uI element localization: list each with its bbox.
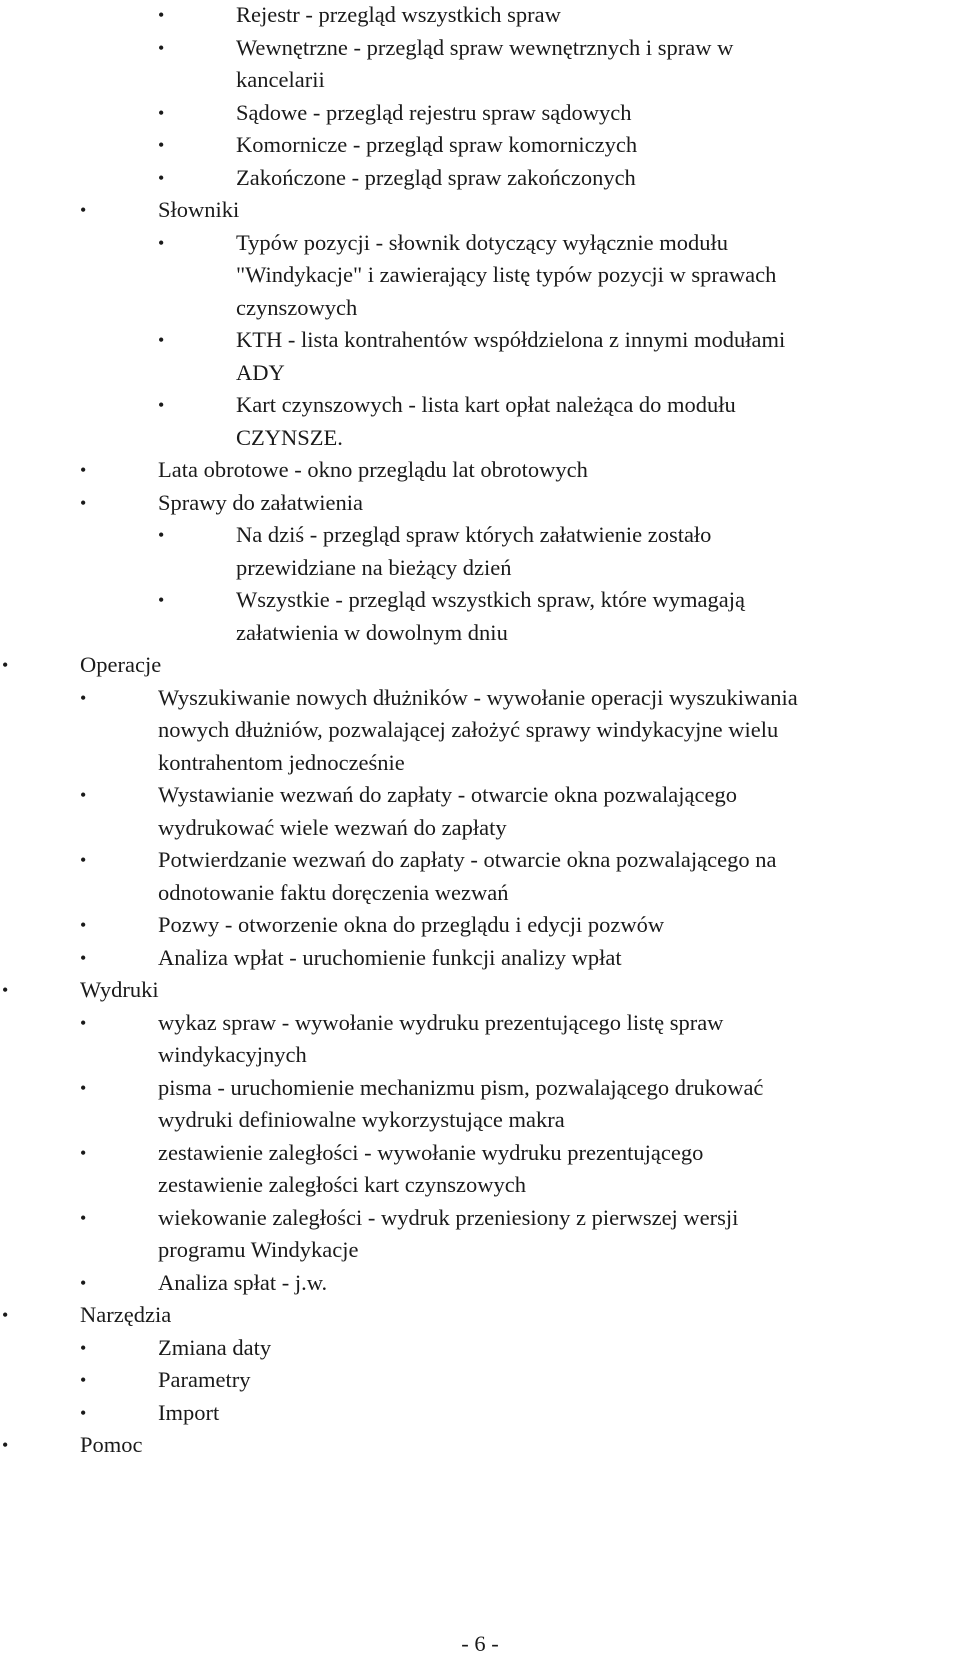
bullet-marker: • [158,167,165,188]
list-item-line: KTH - lista kontrahentów współdzielona z innymi modułami [236,327,786,352]
bullet-marker: • [158,232,165,253]
list-item-line: wiekowanie zaległości - wydruk przeniesiony z pierwszej wersji [158,1204,739,1230]
list-item-line: Pomoc [80,1432,143,1457]
bullet-marker: • [80,687,87,708]
list-item-line: Wystawianie wezwań do zapłaty - otwarcie okna pozwalającego [158,782,738,807]
bullet-marker: • [158,37,165,58]
bullet-marker: • [158,5,165,25]
list-item-line: Narzędzia [80,1302,172,1327]
list-item-line: Sądowe - przegląd rejestru spraw sądowych [236,99,632,125]
bullet-marker: • [80,1370,87,1390]
list-item-line: Komornicze - przegląd spraw komorniczych [236,132,638,157]
bullet-marker: • [158,395,165,415]
list-item-line: Słowniki [158,197,240,222]
bullet-marker: • [80,200,87,220]
bullet-marker: • [80,460,87,480]
list-item-line: czynszowych [236,294,358,320]
bullet-marker: • [80,1012,87,1033]
list-item-line: Analiza wpłat - uruchomienie funkcji analizy wpłat [158,944,622,970]
bullet-marker: • [2,1305,9,1325]
list-item-line: przewidziane na bieżący dzień [236,554,512,580]
list-item-line: Wewnętrzne - przegląd spraw wewnętrznych i spraw w [236,34,734,60]
bullet-marker: • [80,947,87,968]
list-item-line: załatwienia w dowolnym dniu [236,619,508,645]
list-item-line: wydrukować wiele wezwań do zapłaty [158,814,507,840]
list-item-line: Operacje [80,652,162,677]
list-item-line: zestawienie zaległości kart czynszowych [158,1172,526,1197]
list-item-line: Wydruki [80,977,159,1002]
bullet-marker: • [80,1142,87,1163]
bullet-marker: • [158,590,165,610]
bullet-marker: • [80,915,87,935]
list-item-line: Wszystkie - przegląd wszystkich spraw, które wymagają [236,587,745,612]
bullet-marker: • [80,492,87,513]
bullet-marker: • [2,980,9,1000]
list-item-line: Potwierdzanie wezwań do zapłaty - otwarcie okna pozwalającego na [158,847,777,872]
list-item-line: Analiza spłat - j.w. [158,1269,328,1295]
bullet-marker: • [80,1272,87,1293]
list-item-line: kontrahentom jednocześnie [158,749,405,775]
list-item-line: wydruki definiowalne wykorzystujące makra [158,1107,565,1132]
list-item-line: odnotowanie faktu doręczenia wezwań [158,879,509,905]
bullet-marker: • [80,1337,87,1358]
list-item-line: ADY [236,359,285,385]
bullet-marker: • [158,330,165,350]
bullet-marker: • [158,525,165,545]
bullet-marker: • [80,1207,87,1228]
list-item-line: CZYNSZE. [236,424,343,450]
list-item-line: Lata obrotowe - okno przeglądu lat obrotowych [158,457,588,482]
bullet-marker: • [158,135,165,155]
list-item-line: nowych dłużniów, pozwalającej założyć sprawy windykacyjne wielu [158,717,779,742]
list-item-line: Wyszukiwanie nowych dłużników - wywołanie operacji wyszukiwania [158,684,798,710]
list-item-line: Kart czynszowych - lista kart opłat należąca do modułu [236,392,736,417]
list-item-line: Rejestr - przegląd wszystkich spraw [236,2,561,27]
list-item-line: wykaz spraw - wywołanie wydruku prezentującego listę spraw [158,1009,724,1035]
list-item-line: kancelarii [236,67,325,92]
bullet-marker: • [80,785,87,805]
list-item-line: programu Windykacje [158,1237,359,1262]
list-item-line: zestawienie zaległości - wywołanie wydruku prezentującego [158,1139,704,1165]
bullet-marker: • [158,102,165,123]
list-item-line: Sprawy do załatwienia [158,489,363,515]
page-number: - 6 - [461,1631,499,1656]
list-item-line: Zmiana daty [158,1334,272,1360]
list-item-line: Na dziś - przegląd spraw których załatwienie zostało [236,522,712,547]
bullet-marker: • [80,850,87,870]
list-item-line: Import [158,1399,220,1425]
list-item-line: windykacyjnych [158,1042,307,1067]
bullet-marker: • [80,1077,87,1098]
list-item-line: Zakończone - przegląd spraw zakończonych [236,164,636,190]
list-item-line: Pozwy - otworzenie okna do przeglądu i edycji pozwów [158,912,665,937]
list-item-line: pisma - uruchomienie mechanizmu pism, pozwalającego drukować [158,1074,764,1100]
list-item-line: Typów pozycji - słownik dotyczący wyłącznie modułu [236,229,729,255]
bullet-marker: • [2,655,9,675]
bullet-marker: • [80,1402,87,1423]
list-item-line: "Windykacje" i zawierający listę typów pozycji w sprawach [236,262,777,287]
list-item-line: Parametry [158,1367,251,1392]
bullet-marker: • [2,1435,9,1455]
